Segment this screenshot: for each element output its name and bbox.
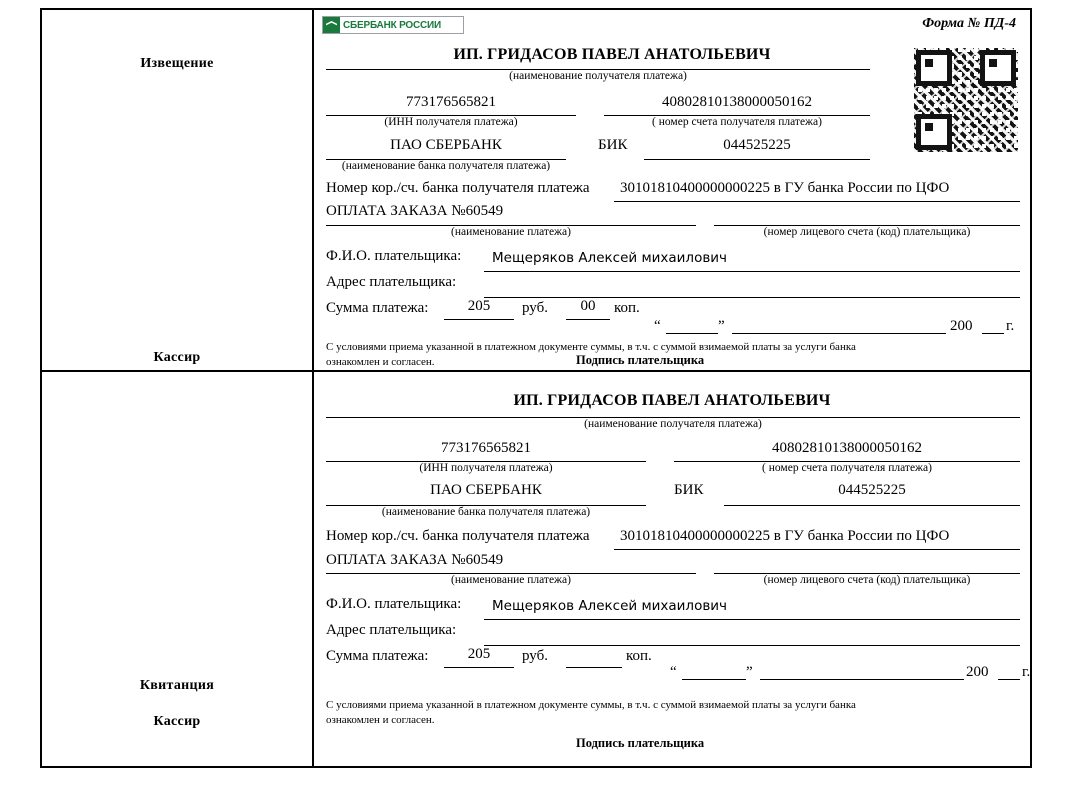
year-prefix-top: 200: [950, 318, 973, 334]
year-rule-bottom: [998, 678, 1020, 680]
qr-eye-bottom-left: [916, 114, 952, 150]
year-prefix-bottom: 200: [966, 664, 989, 680]
year-suffix-bottom: г.: [1022, 664, 1031, 680]
label-cashier-top: Кассир: [153, 350, 201, 365]
notice-left-column: [42, 10, 314, 370]
label-receipt: Квитанция: [139, 678, 215, 693]
inn-value-top: 773176565821: [406, 94, 496, 110]
recipient-name-caption-top: (наименование получателя платежа): [509, 70, 687, 82]
account-caption-top: ( номер счета получателя платежа): [652, 116, 822, 128]
purpose-value-top: ОПЛАТА ЗАКАЗА №60549: [326, 203, 504, 219]
notice-section: [42, 10, 1030, 372]
address-rule-top: [484, 296, 1020, 298]
sberbank-mark-icon: [323, 17, 340, 33]
recipient-name-bottom: ИП. ГРИДАСОВ ПАВЕЛ АНАТОЛЬЕВИЧ: [513, 392, 831, 409]
bank-name-caption-top: (наименование банка получателя платежа): [341, 160, 551, 172]
personal-account-caption-bottom: (номер лицевого счета (код) плательщика): [763, 574, 971, 586]
year-suffix-top: г.: [1006, 318, 1015, 334]
account-value-bottom: 40802810138000050162: [772, 440, 922, 456]
corr-value-top: 30101810400000000225 в ГУ банка России по ЦФО: [620, 180, 950, 196]
payer-label-bottom: Ф.И.О. плательщика:: [326, 596, 462, 612]
rub-word-top: руб.: [522, 300, 548, 316]
amount-rub-top: 205: [467, 298, 491, 314]
corr-label-bottom: Номер кор./сч. банка получателя платежа: [326, 528, 590, 544]
amount-rub-rule-bottom: [444, 666, 514, 668]
date-quote-close-bottom: ”: [746, 664, 753, 680]
bik-label-top: БИК: [598, 137, 628, 153]
address-label-bottom: Адрес плательщика:: [326, 622, 457, 638]
inn-caption-bottom: (ИНН получателя платежа): [419, 462, 553, 474]
receipt-right-column: [314, 372, 1030, 766]
personal-account-caption-top: (номер лицевого счета (код) плательщика): [763, 226, 971, 238]
payer-name-top: Мещеряков Алексей михаилович: [492, 250, 728, 266]
terms-line2-bottom: ознакомлен и согласен.: [326, 713, 435, 726]
bank-name-caption-bottom: (наименование банка получателя платежа): [381, 506, 591, 518]
corr-label-top: Номер кор./сч. банка получателя платежа: [326, 180, 590, 196]
payer-label-top: Ф.И.О. плательщика:: [326, 248, 462, 264]
sberbank-logo-text: СБЕРБАНК РОССИИ: [343, 19, 442, 31]
terms-line2-top: ознакомлен и согласен.: [326, 355, 435, 368]
corr-value-bottom: 30101810400000000225 в ГУ банка России по ЦФО: [620, 528, 950, 544]
label-cashier-bottom: Кассир: [153, 714, 201, 729]
recipient-name-top: ИП. ГРИДАСОВ ПАВЕЛ АНАТОЛЬЕВИЧ: [453, 46, 771, 63]
form-number: Форма № ПД-4: [922, 16, 1016, 31]
amount-rub-rule-top: [444, 318, 514, 320]
rub-word-bottom: руб.: [522, 648, 548, 664]
date-quote-close-top: ”: [718, 318, 725, 334]
notice-right-column: [314, 10, 1030, 370]
kop-word-top: коп.: [614, 300, 640, 316]
corr-rule-top: [614, 200, 1020, 202]
amount-label-top: Сумма платежа:: [326, 300, 429, 316]
bik-label-bottom: БИК: [674, 482, 704, 498]
receipt-section: [42, 372, 1030, 766]
terms-text-bottom: [326, 698, 986, 728]
bank-name-value-bottom: ПАО СБЕРБАНК: [430, 482, 542, 498]
date-day-rule-top: [666, 332, 718, 334]
signature-label-bottom: Подпись плательщика: [576, 736, 705, 750]
bank-name-value-top: ПАО СБЕРБАНК: [390, 137, 502, 153]
terms-line1-bottom: С условиями приема указанной в платежном документе суммы, в т.ч. с суммой взимаемой платы за услуги банка: [326, 699, 856, 711]
payer-rule-bottom: [484, 618, 1020, 620]
address-rule-bottom: [484, 644, 1020, 646]
sberbank-logo: [322, 16, 464, 34]
bik-rule-top: [644, 158, 870, 160]
amount-kop-top: 00: [580, 298, 596, 314]
amount-kop-rule-top: [566, 318, 610, 320]
qr-eye-top-right: [980, 50, 1016, 86]
date-day-rule-bottom: [682, 678, 746, 680]
amount-label-bottom: Сумма платежа:: [326, 648, 429, 664]
account-caption-bottom: ( номер счета получателя платежа): [762, 462, 932, 474]
date-quote-open-top: “: [654, 318, 661, 334]
bik-rule-bottom: [724, 504, 1020, 506]
date-month-rule-top: [732, 332, 946, 334]
purpose-value-bottom: ОПЛАТА ЗАКАЗА №60549: [326, 552, 504, 568]
kop-word-bottom: коп.: [626, 648, 652, 664]
purpose-caption-top: (наименование платежа): [451, 226, 571, 238]
purpose-caption-bottom: (наименование платежа): [451, 574, 571, 586]
address-label-top: Адрес плательщика:: [326, 274, 457, 290]
terms-line1-top: С условиями приема указанной в платежном документе суммы, в т.ч. с суммой взимаемой платы за услуги банка: [326, 341, 856, 353]
recipient-name-caption-bottom: (наименование получателя платежа): [584, 418, 762, 430]
account-value-top: 40802810138000050162: [662, 94, 812, 110]
amount-kop-rule-bottom: [566, 666, 622, 668]
payer-rule-top: [484, 270, 1020, 272]
inn-caption-top: (ИНН получателя платежа): [384, 116, 518, 128]
receipt-left-column: [42, 372, 314, 766]
payer-name-bottom: Мещеряков Алексей михаилович: [492, 598, 728, 614]
payment-receipt-form: [40, 8, 1032, 768]
signature-label-top: Подпись плательщика: [576, 353, 705, 367]
date-quote-open-bottom: “: [670, 664, 677, 680]
inn-value-bottom: 773176565821: [441, 440, 531, 456]
amount-rub-bottom: 205: [467, 646, 491, 662]
bik-value-bottom: 044525225: [838, 482, 906, 498]
bik-value-top: 044525225: [723, 137, 791, 153]
corr-rule-bottom: [614, 548, 1020, 550]
date-month-rule-bottom: [760, 678, 964, 680]
label-notice: Извещение: [140, 56, 214, 71]
year-rule-top: [982, 332, 1004, 334]
